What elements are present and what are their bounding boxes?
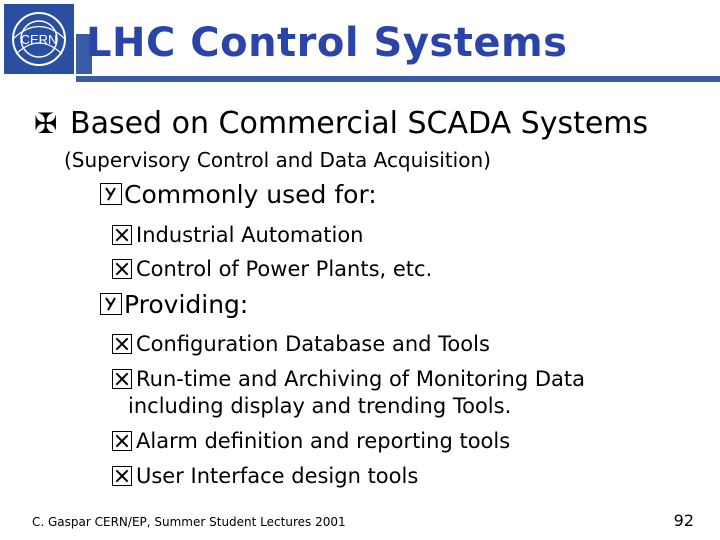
footer-credit: C. Gaspar CERN/EP, Summer Student Lectures 2001 [32,515,346,529]
list-item: Configuration Database and Tools [112,331,490,356]
x-bullet-icon [112,259,132,279]
main-bullet [34,106,648,141]
section-label: Providing: [124,290,249,319]
section-commonly-used [100,180,377,209]
title-rule [76,76,720,82]
list-item: Control of Power Plants, etc. [112,256,432,281]
list-item: User Interface design tools [112,463,418,488]
logo-text: CERN [20,32,58,47]
section-label: Commonly used for: [124,180,377,209]
list-item-continuation: including display and trending Tools. [128,394,512,418]
y-bullet-icon [100,183,122,205]
x-bullet-icon [112,466,132,486]
x-bullet-icon [112,431,132,451]
z-bullet-icon: ✠ [34,107,58,140]
cern-logo [4,4,74,74]
list-item: Run-time and Archiving of Monitoring Data [112,366,585,391]
main-bullet-text: Based on Commercial SCADA Systems [70,106,649,141]
x-bullet-icon [112,334,132,354]
list-item: Industrial Automation [112,222,363,247]
x-bullet-icon [112,225,132,245]
y-bullet-icon [100,293,122,315]
page-number: 92 [673,511,694,530]
main-bullet-subtitle: (Supervisory Control and Data Acquisition) [64,148,491,172]
cern-logo-graphic [4,4,74,74]
x-bullet-icon [112,369,132,389]
list-item: Alarm definition and reporting tools [112,428,510,453]
section-providing [100,290,248,319]
slide-title: LHC Control Systems [86,20,568,66]
